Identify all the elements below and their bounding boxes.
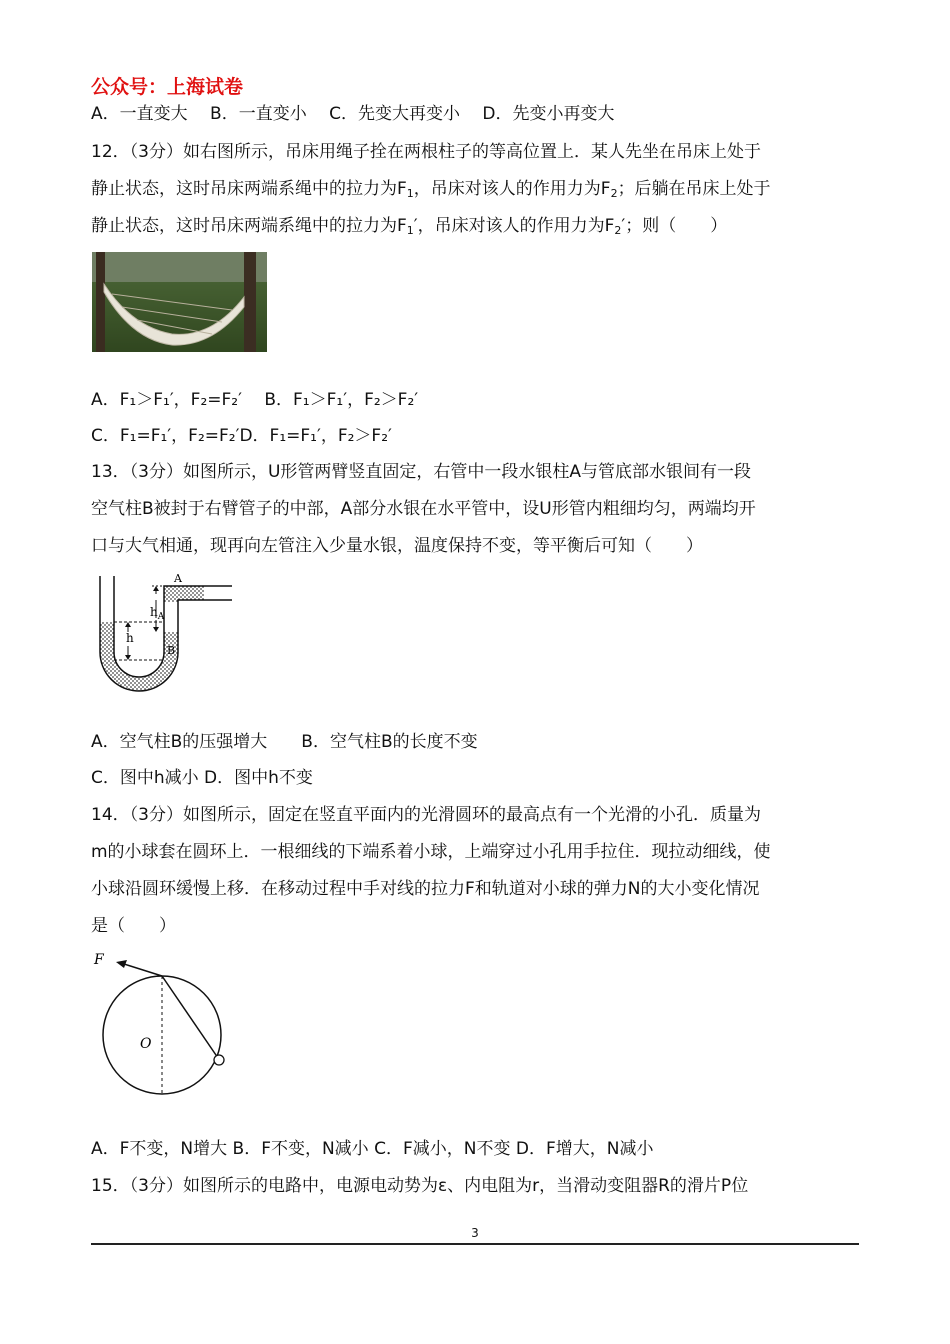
label-h: h xyxy=(126,631,134,645)
q13-text-line3: 口与大气相通，现再向左管注入少量水银，温度保持不变，等平衡后可知（ ） xyxy=(91,536,703,556)
q13-options-ab: A．空气柱B的压强增大 B．空气柱B的长度不变 xyxy=(91,732,478,752)
header-title: 公众号：上海试卷 xyxy=(91,76,244,98)
q12-options-ab: A．F₁＞F₁′，F₂=F₂′ B．F₁＞F₁′，F₂＞F₂′ xyxy=(91,390,419,410)
hammock-photo xyxy=(92,252,267,352)
ring-diagram xyxy=(90,948,240,1108)
q13-options-cd: C．图中h减小 D．图中h不变 xyxy=(91,768,313,788)
q14-text-line2: m的小球套在圆环上．一根细线的下端系着小球，上端穿过小孔用手拉住．现拉动细线，使 xyxy=(91,842,771,862)
q14-text-line1: 14．（3分）如图所示，固定在竖直平面内的光滑圆环的最高点有一个光滑的小孔．质量为 xyxy=(91,805,761,825)
page-number: 3 xyxy=(471,1226,479,1240)
label-f: F xyxy=(94,952,104,968)
q14-text-line3: 小球沿圆环缓慢上移．在移动过程中手对线的拉力F和轨道对小球的弹力N的大小变化情况 xyxy=(91,879,760,899)
q13-text-line2: 空气柱B被封于右臂管子的中部，A部分水银在水平管中，设U形管内粗细均匀，两端均开 xyxy=(91,499,756,519)
q12-text-line2: 静止状态，这时吊床两端系绳中的拉力为$F_1$，吊床对该人的作用力为$F_2$；后躺在吊床上处于 xyxy=(91,179,771,200)
q14-text-line4: 是（ ） xyxy=(91,916,176,936)
q15-text-line1: 15．（3分）如图所示的电路中，电源电动势为ε、内电阻为r，当滑动变阻器R的滑片P位 xyxy=(91,1176,749,1196)
q12-text-line3: 静止状态，这时吊床两端系绳中的拉力为$F_1'$，吊床对该人的作用力为$F_2'$；则（ ） xyxy=(91,216,728,237)
u-tube-diagram xyxy=(92,572,237,712)
label-ha: $h_A$ xyxy=(150,605,165,622)
footer-divider xyxy=(91,1243,859,1245)
label-b: B xyxy=(167,644,176,657)
q13-text-line1: 13．（3分）如图所示，U形管两臂竖直固定，右管中一段水银柱A与管底部水银间有一段 xyxy=(91,462,752,482)
q12-text-line1: 12．（3分）如右图所示，吊床用绳子拴在两根柱子的等高位置上．某人先坐在吊床上处于 xyxy=(91,142,761,162)
label-a: A xyxy=(174,572,182,585)
label-o: O xyxy=(140,1036,152,1052)
q14-options: A．F不变，N增大 B．F不变，N减小 C．F减小，N不变 D．F增大，N减小 xyxy=(91,1139,654,1159)
q12-options-cd: C．F₁=F₁′，F₂=F₂′D．F₁=F₁′，F₂＞F₂′ xyxy=(91,426,392,446)
q11-options: A．一直变大 B．一直变小 C．先变大再变小 D．先变小再变大 xyxy=(91,104,615,124)
